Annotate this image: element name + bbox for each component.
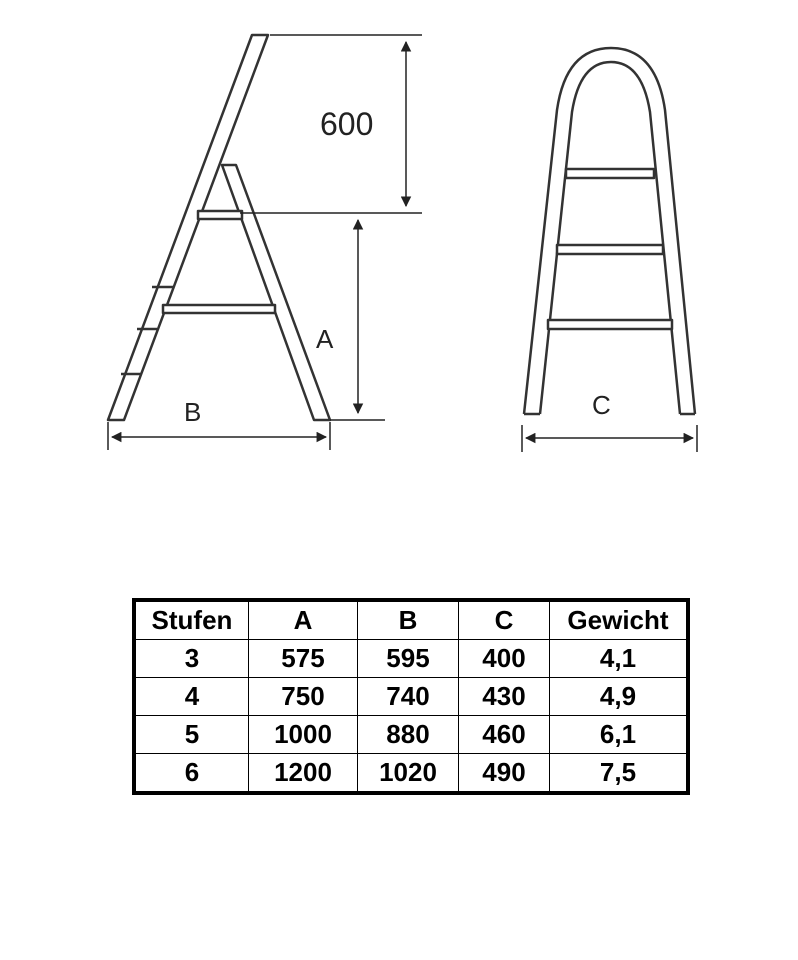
header-b: B xyxy=(358,600,459,640)
specification-table xyxy=(132,598,690,795)
front-frame-outer xyxy=(524,48,695,414)
header-c: C xyxy=(459,600,550,640)
cell-gewicht: 4,1 xyxy=(550,640,689,678)
dim-a-label: A xyxy=(316,324,334,354)
table-row xyxy=(134,716,688,754)
cell-a: 1200 xyxy=(249,754,358,794)
cell-stufen: 3 xyxy=(134,640,249,678)
cell-stufen: 5 xyxy=(134,716,249,754)
cell-c: 490 xyxy=(459,754,550,794)
cell-b: 1020 xyxy=(358,754,459,794)
header-a: A xyxy=(249,600,358,640)
side-view-ladder xyxy=(108,35,330,420)
cell-b: 595 xyxy=(358,640,459,678)
cell-gewicht: 6,1 xyxy=(550,716,689,754)
front-view-ladder xyxy=(524,48,695,414)
header-gewicht: Gewicht xyxy=(550,600,689,640)
cell-b: 740 xyxy=(358,678,459,716)
rear-leg xyxy=(222,165,330,420)
cell-gewicht: 7,5 xyxy=(550,754,689,794)
dim-c-label: C xyxy=(592,390,611,420)
table-header-row xyxy=(134,600,688,640)
cell-stufen: 6 xyxy=(134,754,249,794)
middle-step xyxy=(163,305,275,313)
front-frame-inner xyxy=(540,62,680,414)
cell-c: 430 xyxy=(459,678,550,716)
front-rung-1 xyxy=(566,169,654,178)
top-step xyxy=(198,211,242,219)
header-stufen: Stufen xyxy=(134,600,249,640)
front-rung-3 xyxy=(548,320,672,329)
front-view-dimensions xyxy=(522,425,697,452)
cell-c: 460 xyxy=(459,716,550,754)
cell-c: 400 xyxy=(459,640,550,678)
front-rung-2 xyxy=(557,245,663,254)
table-row xyxy=(134,640,688,678)
cell-a: 750 xyxy=(249,678,358,716)
cell-stufen: 4 xyxy=(134,678,249,716)
cell-a: 575 xyxy=(249,640,358,678)
cell-gewicht: 4,9 xyxy=(550,678,689,716)
cell-b: 880 xyxy=(358,716,459,754)
dim-600-label: 600 xyxy=(320,106,374,142)
dim-b-label: B xyxy=(184,397,202,427)
cell-a: 1000 xyxy=(249,716,358,754)
table-row xyxy=(134,678,688,716)
table-row xyxy=(134,754,688,794)
